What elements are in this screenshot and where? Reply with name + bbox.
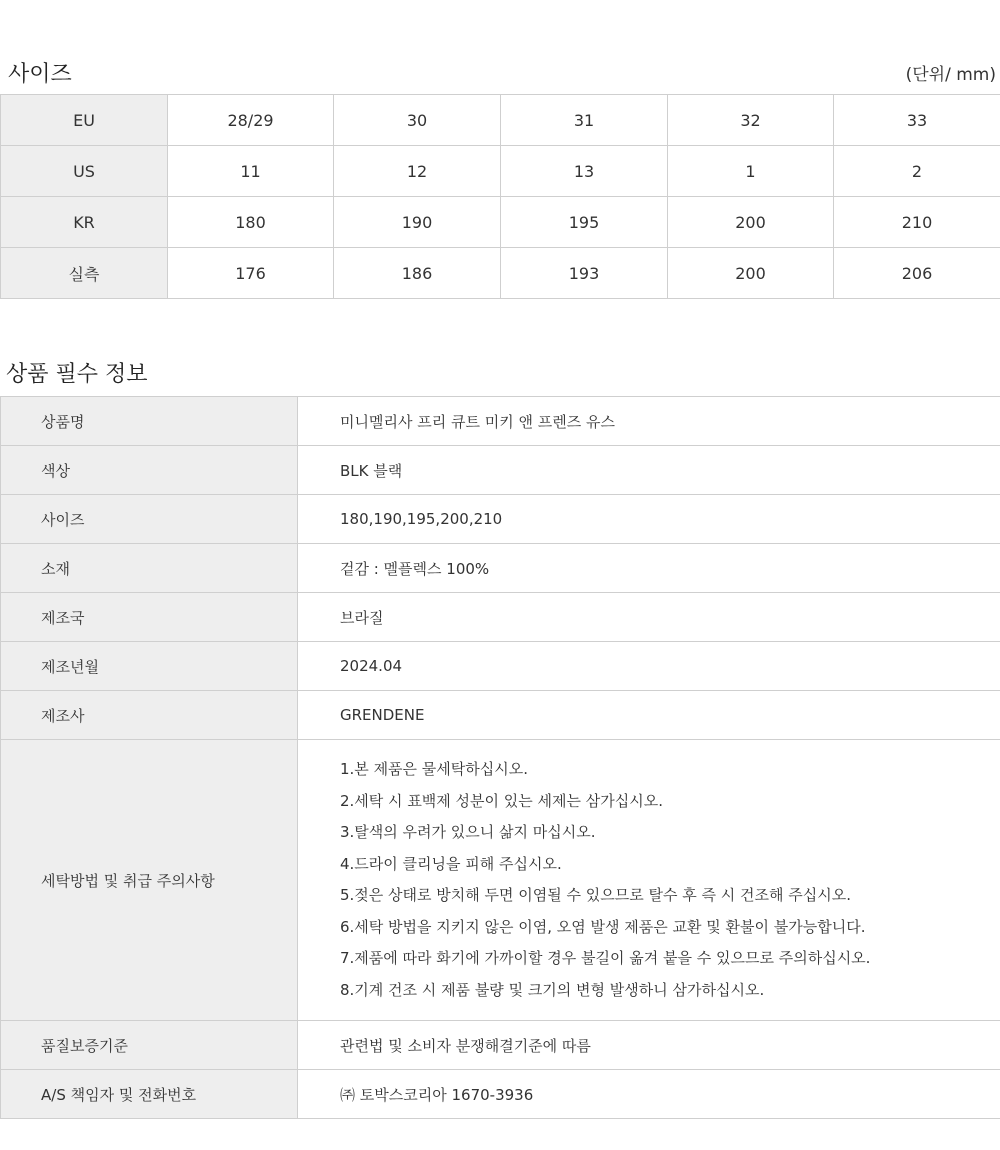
info-section-header: [0, 356, 1000, 388]
care-item: 2.세탁 시 표백제 성분이 있는 세제는 삼가십시오.: [340, 791, 663, 810]
size-cell: 176: [168, 248, 334, 299]
size-row-label: US: [1, 146, 168, 197]
info-row-quality-standard: [1, 1021, 1000, 1070]
size-cell: 200: [668, 197, 834, 248]
info-label: 사이즈: [1, 495, 298, 544]
size-cell: 1: [668, 146, 834, 197]
size-row-us: [1, 146, 1000, 197]
info-row-manufacturer: [1, 691, 1000, 740]
info-value: ㈜ 토박스코리아 1670-3936: [298, 1070, 1000, 1119]
info-value: 2024.04: [298, 642, 1000, 691]
info-row-country: [1, 593, 1000, 642]
info-label: A/S 책임자 및 전화번호: [1, 1070, 298, 1119]
info-value: BLK 블랙: [298, 446, 1000, 495]
info-label: 색상: [1, 446, 298, 495]
size-unit-label: (단위/ mm): [905, 64, 996, 85]
info-row-size: [1, 495, 1000, 544]
size-section-title: 사이즈: [8, 61, 72, 87]
care-list: [340, 754, 1000, 1006]
size-cell: 210: [834, 197, 1000, 248]
size-cell: 186: [334, 248, 501, 299]
info-label: 제조국: [1, 593, 298, 642]
info-label: 세탁방법 및 취급 주의사항: [1, 740, 298, 1021]
info-value: 겉감 : 멜플렉스 100%: [298, 544, 1000, 593]
info-value: 미니멜리사 프리 큐트 미키 앤 프렌즈 유스: [298, 397, 1000, 446]
info-row-care-instructions: [1, 740, 1000, 1021]
info-label: 제조년월: [1, 642, 298, 691]
size-row-measured: [1, 248, 1000, 299]
care-item: 1.본 제품은 물세탁하십시오.: [340, 760, 529, 778]
info-label: 제조사: [1, 691, 298, 740]
size-cell: 206: [834, 248, 1000, 299]
size-cell: 33: [834, 95, 1000, 146]
size-cell: 11: [168, 146, 334, 197]
care-item: 6.세탁 방법을 지키지 않은 이염, 오염 발생 제품은 교환 및 환불이 불가능합니다.: [340, 917, 866, 936]
info-row-manufacture-date: [1, 642, 1000, 691]
size-cell: 195: [501, 197, 668, 248]
size-cell: 30: [334, 95, 501, 146]
size-row-label: 실측: [1, 248, 168, 299]
info-value: 관련법 및 소비자 분쟁해결기준에 따름: [298, 1021, 1000, 1070]
size-row-label: EU: [1, 95, 168, 146]
info-value: GRENDENE: [298, 691, 1000, 740]
size-row-eu: [1, 95, 1000, 146]
size-cell: 13: [501, 146, 668, 197]
size-cell: 190: [334, 197, 501, 248]
info-row-material: [1, 544, 1000, 593]
care-item: 5.젖은 상태로 방치해 두면 이염될 수 있으므로 탈수 후 즉 시 건조해 주십시오.: [340, 886, 851, 904]
care-item: 7.제품에 따라 화기에 가까이할 경우 불길이 옮겨 붙을 수 있으므로 주의하십시오.: [340, 949, 871, 967]
info-label: 상품명: [1, 397, 298, 446]
size-row-label: KR: [1, 197, 168, 248]
care-instructions: [298, 740, 1000, 1021]
size-cell: 31: [501, 95, 668, 146]
care-item: 8.기계 건조 시 제품 불량 및 크기의 변형 발생하니 삼가하십시오.: [340, 980, 765, 999]
size-cell: 12: [334, 146, 501, 197]
info-row-as-contact: [1, 1070, 1000, 1119]
size-cell: 28/29: [168, 95, 334, 146]
size-cell: 200: [668, 248, 834, 299]
info-label: 소재: [1, 544, 298, 593]
info-value: 180,190,195,200,210: [298, 495, 1000, 544]
info-label: 품질보증기준: [1, 1021, 298, 1070]
info-row-color: [1, 446, 1000, 495]
care-item: 4.드라이 클리닝을 피해 주십시오.: [340, 854, 562, 873]
info-section-title: 상품 필수 정보: [6, 361, 148, 387]
size-row-kr: [1, 197, 1000, 248]
info-value: 브라질: [298, 593, 1000, 642]
care-item: 3.탈색의 우려가 있으니 삶지 마십시오.: [340, 823, 596, 841]
size-cell: 180: [168, 197, 334, 248]
size-section-header: [0, 56, 1000, 88]
size-cell: 193: [501, 248, 668, 299]
size-cell: 2: [834, 146, 1000, 197]
product-info-table: [0, 396, 1000, 1119]
size-cell: 32: [668, 95, 834, 146]
info-row-product-name: [1, 397, 1000, 446]
size-table: [0, 94, 1000, 299]
